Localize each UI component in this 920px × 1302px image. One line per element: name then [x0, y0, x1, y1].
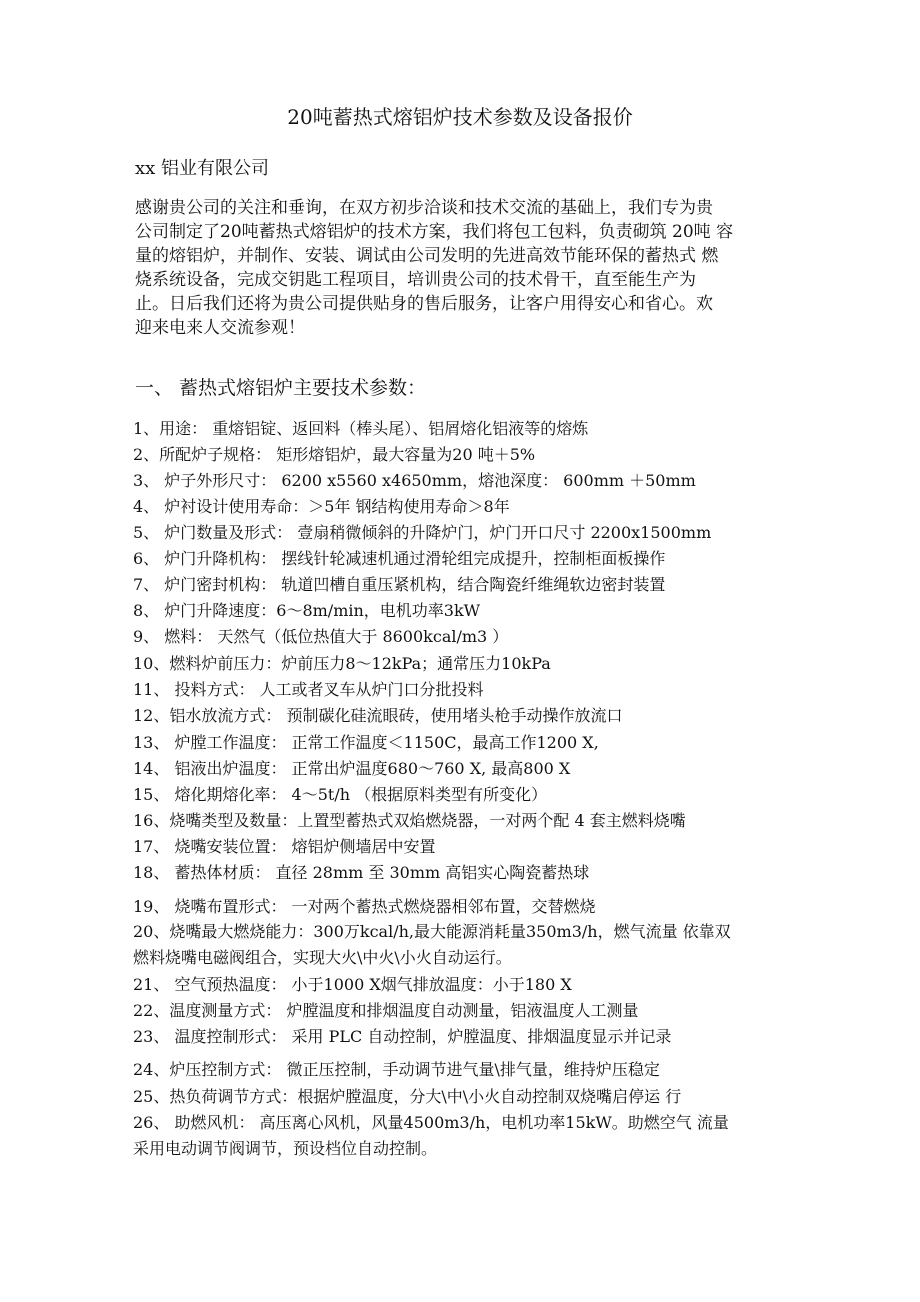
- param-item: 5、 炉门数量及形式： 壹扇稍微倾斜的升降炉门，炉门开口尺寸 2200x1500mm: [133, 523, 712, 542]
- param-item: 20、烧嘴最大燃烧能力：300万kcal/h,最大能源消耗量350m3/h，燃气流量 依靠双: [133, 922, 731, 941]
- param-item: 2、所配炉子规格： 矩形熔铝炉，最大容量为20 吨＋5%: [133, 445, 536, 464]
- param-item: 燃料烧嘴电磁阀组合，实现大火\中火\小火自动运行。: [133, 948, 512, 967]
- document-title: 20吨蓄热式熔铝炉技术参数及设备报价: [287, 105, 633, 129]
- param-item: 6、 炉门升降机构： 摆线针轮减速机通过滑轮组完成提升，控制柜面板操作: [133, 549, 666, 568]
- param-item: 1、用途： 重熔铝锭、返回料（棒头尾）、铝屑熔化铝液等的熔炼: [133, 419, 589, 438]
- param-item: 3、 炉子外形尺寸： 6200 x5560 x4650mm，熔池深度： 600mm ＋50mm: [133, 471, 696, 490]
- param-item: 15、 熔化期熔化率： 4～5t/h （根据原料类型有所变化）: [133, 785, 548, 804]
- intro-line: 感谢贵公司的关注和垂询，在双方初步洽谈和技术交流的基础上，我们专为贵: [135, 198, 713, 218]
- param-item: 19、 烧嘴布置形式： 一对两个蓄热式燃烧器相邻布置，交替燃烧: [133, 897, 596, 916]
- param-item: 9、 燃料： 天然气（低位热值大于 8600kcal/m3 ）: [133, 627, 509, 646]
- param-item: 13、 炉膛工作温度： 正常工作温度＜1150C，最高工作1200 X,: [133, 733, 599, 752]
- param-item: 25、热负荷调节方式：根据炉膛温度，分大\中\小火自动控制双烧嘴启停运 行: [133, 1087, 682, 1106]
- param-item: 24、炉压控制方式： 微正压控制，手动调节进气量\排气量，维持炉压稳定: [133, 1060, 660, 1079]
- param-item: 18、 蓄热体材质： 直径 28mm 至 30mm 高铝实心陶瓷蓄热球: [133, 863, 590, 882]
- param-item: 7、 炉门密封机构： 轨道凹槽自重压紧机构，结合陶瓷纤维绳软边密封装置: [133, 575, 666, 594]
- param-item: 采用电动调节阀调节，预设档位自动控制。: [133, 1139, 438, 1158]
- param-item: 8、 炉门升降速度：6～8m/min，电机功率3kW: [133, 601, 481, 620]
- param-item: 26、 助燃风机： 高压离心风机，风量4500m3/h，电机功率15kW。助燃空气 流量: [133, 1113, 729, 1132]
- section-heading: 一、 蓄热式熔铝炉主要技术参数：: [135, 377, 427, 399]
- param-item: 17、 烧嘴安装位置： 熔铝炉侧墙居中安置: [133, 837, 436, 856]
- intro-line: 烧系统设备，完成交钥匙工程项目，培训贵公司的技术骨干，直至能生产为: [135, 270, 696, 290]
- param-item: 16、烧嘴类型及数量：上置型蓄热式双焰燃烧器，一对两个配 4 套主燃料烧嘴: [133, 811, 686, 830]
- company-name: xx 铝业有限公司: [135, 158, 270, 179]
- intro-line: 量的熔铝炉，并制作、安装、调试由公司发明的先进高效节能环保的蓄热式 燃: [135, 246, 719, 266]
- intro-line: 止。日后我们还将为贵公司提供贴身的售后服务，让客户用得安心和省心。欢: [135, 294, 713, 314]
- intro-line: 公司制定了20吨蓄热式熔铝炉的技术方案，我们将包工包料，负责砌筑 20吨 容: [135, 222, 734, 242]
- param-item: 11、 投料方式： 人工或者叉车从炉门口分批投料: [133, 680, 484, 699]
- param-item: 21、 空气预热温度： 小于1000 X烟气排放温度：小于180 X: [133, 975, 572, 994]
- param-item: 12、铝水放流方式： 预制碳化硅流眼砖，使用堵头枪手动操作放流口: [133, 706, 623, 725]
- param-item: 23、 温度控制形式： 采用 PLC 自动控制，炉膛温度、排烟温度显示并记录: [133, 1027, 672, 1046]
- param-item: 14、 铝液出炉温度： 正常出炉温度680～760 X, 最高800 X: [133, 759, 571, 778]
- param-item: 10、燃料炉前压力：炉前压力8～12kPa；通常压力10kPa: [133, 654, 551, 673]
- param-item: 22、温度测量方式： 炉膛温度和排烟温度自动测量，铝液温度人工测量: [133, 1001, 639, 1020]
- intro-line: 迎来电来人交流参观！: [135, 318, 305, 338]
- param-item: 4、 炉衬设计使用寿命：＞5年 钢结构使用寿命＞8年: [133, 497, 510, 516]
